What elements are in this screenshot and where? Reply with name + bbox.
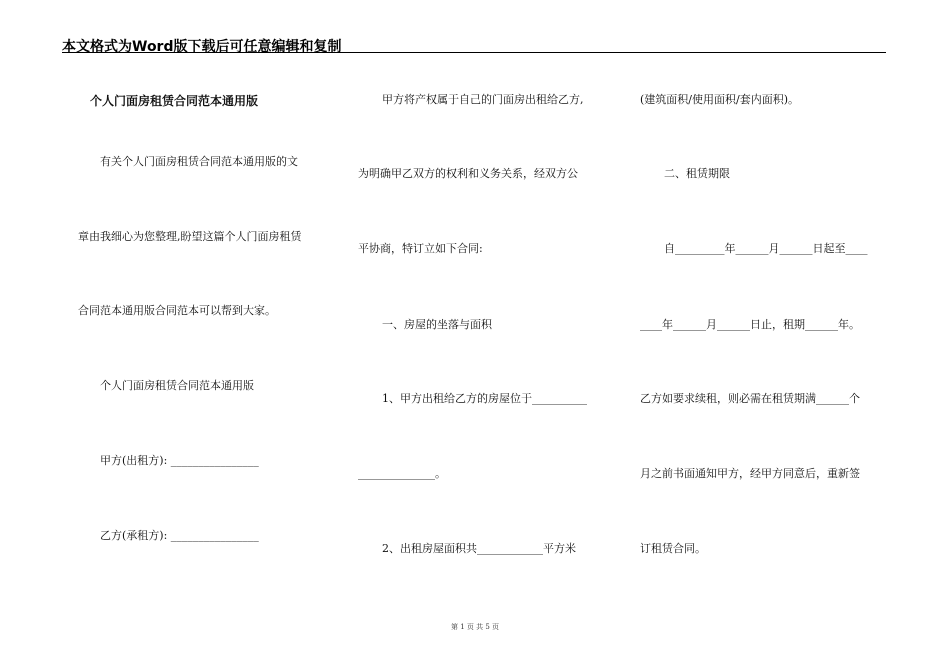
party-b-line: 乙方(承租方): ________________: [100, 529, 259, 542]
section-2-heading: 二、租赁期限: [664, 167, 730, 180]
header-divider: [62, 52, 886, 53]
section-1-heading: 一、房屋的坐落与面积: [382, 318, 492, 331]
middle-line-1: 甲方将产权属于自己的门面房出租给乙方,: [382, 93, 584, 106]
right-line-3: 自_________年______月______日起至____: [664, 242, 868, 255]
middle-line-3: 平协商，特订立如下合同:: [358, 242, 483, 255]
party-a-line: 甲方(出租方): ________________: [100, 454, 259, 467]
left-line-4: 个人门面房租赁合同范本通用版: [100, 379, 254, 392]
left-line-3: 合同范本通用版合同范本可以帮到大家。: [78, 304, 276, 317]
middle-line-6: ______________。: [358, 467, 446, 480]
right-line-1: (建筑面积/使用面积/套内面积)。: [640, 93, 799, 106]
left-line-1: 有关个人门面房租赁合同范本通用版的文: [100, 155, 298, 168]
middle-line-2: 为明确甲乙双方的权利和义务关系，经双方公: [358, 167, 578, 180]
contract-title: 个人门面房租赁合同范本通用版: [90, 94, 259, 108]
middle-line-5: 1、甲方出租给乙方的房屋位于__________: [382, 392, 587, 405]
right-line-5: 乙方如要求续租，则必需在租赁期满______个: [640, 392, 860, 405]
left-line-2: 章由我细心为您整理,盼望这篇个人门面房租赁: [78, 230, 302, 243]
page-number: 第 1 页 共 5 页: [450, 623, 500, 631]
right-line-4: ____年______月______日止，租期______年。: [640, 318, 860, 331]
right-line-7: 订租赁合同。: [640, 542, 706, 555]
right-line-6: 月之前书面通知甲方，经甲方同意后，重新签: [640, 467, 860, 480]
middle-line-7: 2、出租房屋面积共____________平方米: [382, 542, 576, 555]
document-header: 本文格式为Word版下载后可任意编辑和复制: [62, 39, 342, 55]
